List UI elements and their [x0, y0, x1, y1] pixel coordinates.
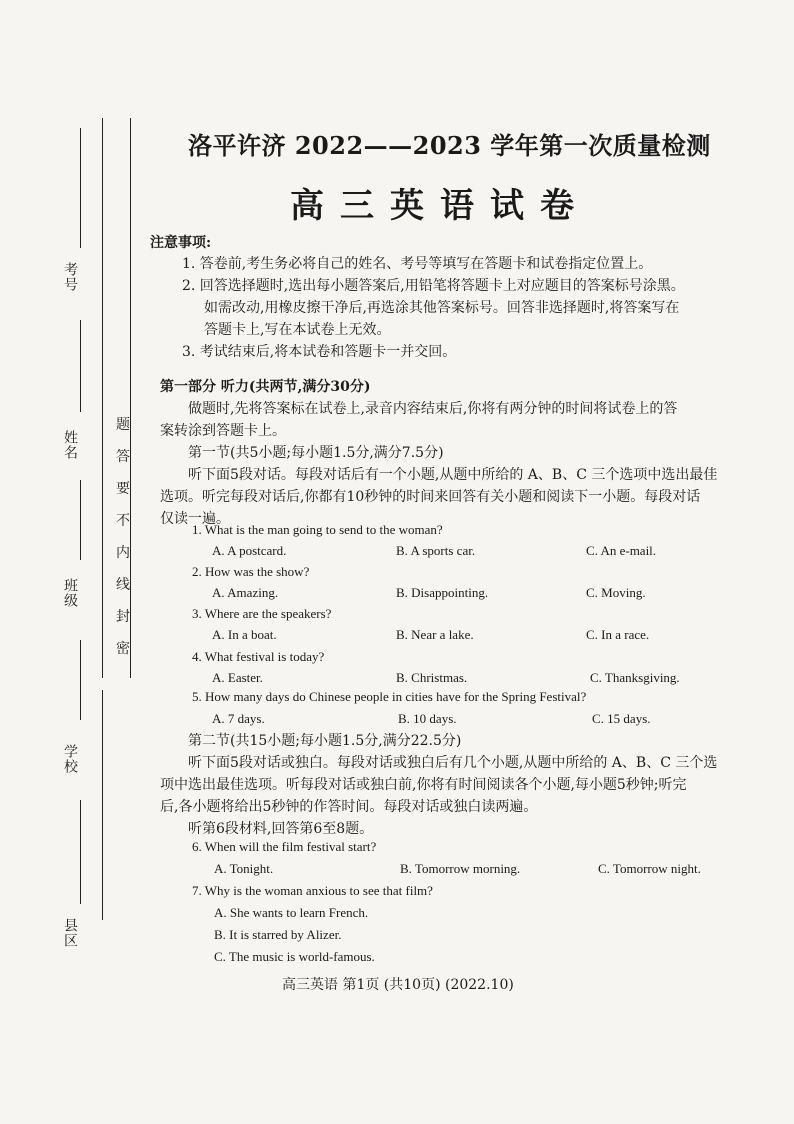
question-stem: 2. How was the show? [192, 564, 310, 579]
part1-heading: 第一部分 听力(共两节,满分30分) [160, 379, 371, 395]
part1-intro: 做题时,先将答案标在试卷上,录音内容结束后,你将有两分钟的时间将试卷上的答 [188, 401, 678, 417]
notice-item: 如需改动,用橡皮擦干净后,再选涂其他答案标号。回答非选择题时,将答案写在 [204, 300, 680, 316]
option-a[interactable]: A. Easter. [212, 670, 263, 685]
option-a[interactable]: A. Amazing. [212, 585, 279, 600]
option-c[interactable]: C. 15 days. [592, 711, 651, 726]
question-stem: 3. Where are the speakers? [192, 606, 332, 621]
section2-heading: 第二节(共15小题;每小题1.5分,满分22.5分) [188, 733, 462, 749]
exam-subtitle: 高三英语试卷 [290, 186, 590, 226]
seal-char: 内 [116, 545, 130, 561]
option-a[interactable]: A. In a boat. [212, 627, 277, 642]
notice-item: 3. 考试结束后,将本试卷和答题卡一并交回。 [182, 344, 457, 360]
school-blank[interactable] [80, 640, 81, 720]
seal-char: 密 [116, 641, 130, 657]
notice-item: 答题卡上,写在本试卷上无效。 [204, 322, 391, 338]
section1-instructions: 选项。听完每段对话后,你都有10秒钟的时间来回答有关小题和阅读下一小题。每段对话 [160, 489, 701, 505]
name-label: 姓名 [62, 430, 78, 460]
binding-line-lower [102, 690, 103, 920]
option-c[interactable]: C. Moving. [586, 585, 646, 600]
question-stem: 6. When will the film festival start? [192, 839, 377, 854]
section2-instructions: 听下面5段对话或独白。每段对话或独白后有几个小题,从题中所给的 A、B、C 三个选 [188, 755, 718, 771]
option-a[interactable]: A. Tonight. [214, 861, 274, 876]
option-b[interactable]: B. Near a lake. [396, 627, 474, 642]
district-label: 县区 [62, 918, 78, 948]
option-c[interactable]: C. The music is world-famous. [214, 949, 375, 964]
option-b[interactable]: B. Christmas. [396, 670, 468, 685]
question-stem: 1. What is the man going to send to the woman? [192, 522, 443, 537]
notice-heading: 注意事项: [150, 235, 212, 251]
section1-heading: 第一节(共5小题;每小题1.5分,满分7.5分) [188, 445, 444, 461]
name-blank[interactable] [80, 320, 81, 412]
notice-item: 2. 回答选择题时,选出每小题答案后,用铅笔将答题卡上对应题目的答案标号涂黑。 [182, 278, 685, 294]
seal-char: 要 [116, 481, 130, 497]
exam-title: 洛平许济 2022——2023 学年第一次质量检测 [188, 131, 711, 160]
notice-item: 1. 答卷前,考生务必将自己的姓名、考号等填写在答题卡和试卷指定位置上。 [182, 256, 653, 272]
question-stem: 4. What festival is today? [192, 649, 325, 664]
page-footer: 高三英语 第1页 (共10页) (2022.10) [282, 977, 514, 993]
option-b[interactable]: B. Disappointing. [396, 585, 489, 600]
section2-instructions: 项中选出最佳选项。听每段对话或独白前,你将有时间阅读各个小题,每小题5秒钟;听完 [160, 777, 687, 793]
option-a[interactable]: A. 7 days. [212, 711, 265, 726]
option-a[interactable]: A. A postcard. [212, 543, 287, 558]
district-blank[interactable] [80, 800, 81, 904]
option-b[interactable]: B. Tomorrow morning. [400, 861, 521, 876]
option-c[interactable]: C. Tomorrow night. [598, 861, 701, 876]
seal-char: 封 [116, 609, 130, 625]
option-b[interactable]: B. It is starred by Alizer. [214, 927, 342, 942]
class-blank[interactable] [80, 480, 81, 560]
school-label: 学校 [62, 744, 78, 774]
option-c[interactable]: C. An e-mail. [586, 543, 657, 558]
section2-instructions: 后,各小题将给出5秒钟的作答时间。每段对话或独白读两遍。 [160, 799, 538, 815]
section1-instructions: 仅读一遍。 [160, 511, 230, 527]
option-c[interactable]: C. In a race. [586, 627, 650, 642]
part1-intro: 案转涂到答题卡上。 [160, 423, 286, 439]
seal-char: 题 [116, 417, 130, 433]
seal-char: 不 [116, 513, 130, 529]
question-stem: 7. Why is the woman anxious to see that film? [192, 883, 433, 898]
seal-char: 线 [116, 577, 130, 593]
option-b[interactable]: B. 10 days. [398, 711, 457, 726]
binding-line-outer [102, 118, 103, 678]
section1-instructions: 听下面5段对话。每段对话后有一个小题,从题中所给的 A、B、C 三个选项中选出最佳 [188, 467, 718, 483]
question-stem: 5. How many days do Chinese people in cities have for the Spring Festival? [192, 689, 587, 704]
option-b[interactable]: B. A sports car. [396, 543, 476, 558]
class-label: 班级 [62, 578, 78, 608]
binding-line-inner [130, 118, 131, 678]
option-a[interactable]: A. She wants to learn French. [214, 905, 369, 920]
exam-no-label: 考号 [62, 262, 78, 292]
exam-no-blank[interactable] [80, 128, 81, 248]
material-note: 听第6段材料,回答第6至8题。 [188, 821, 374, 837]
seal-char: 答 [116, 449, 130, 465]
option-c[interactable]: C. Thanksgiving. [590, 670, 680, 685]
